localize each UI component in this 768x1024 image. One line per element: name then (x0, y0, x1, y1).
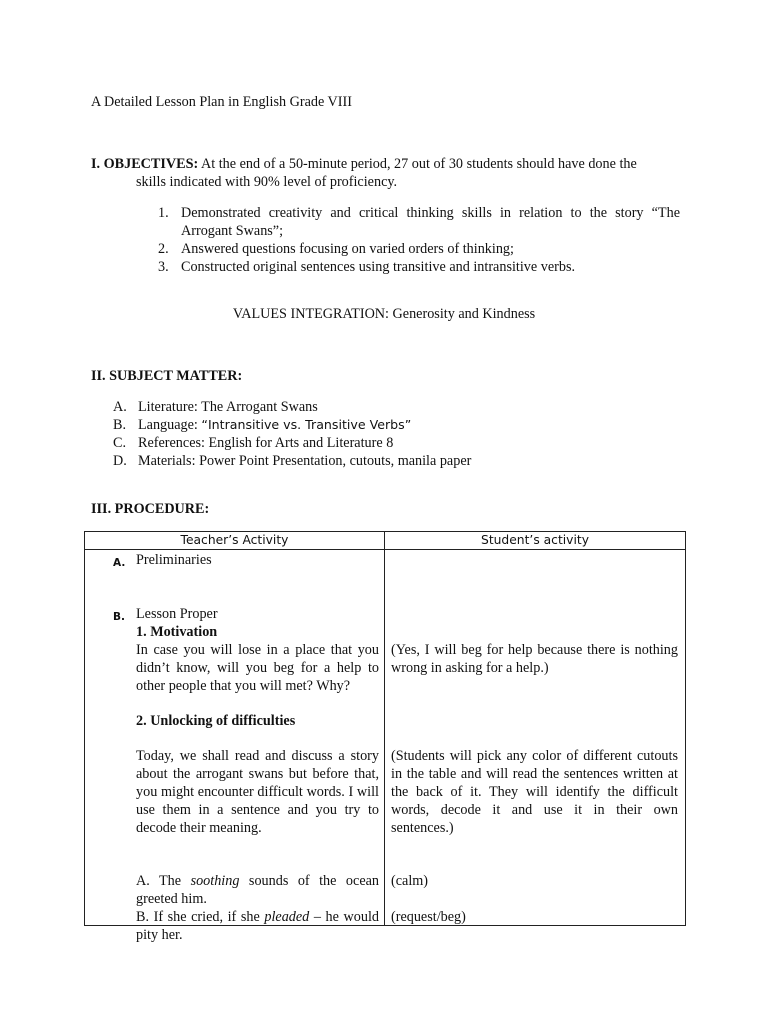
example-a-post: sounds of the ocean greeted him. (136, 873, 380, 907)
objective-item (158, 258, 680, 276)
motivation-answer: (Yes, I will beg for help because there is nothing wrong in asking for a help.) (391, 642, 678, 676)
subject-label: Materials: (138, 453, 200, 469)
objectives-intro-line2: skills indicated with 90% level of proficiency. (136, 174, 398, 190)
student-activity-header: Student’s activity (385, 532, 686, 550)
objectives-list (158, 204, 680, 276)
values-integration: VALUES INTEGRATION: Generosity and Kindness (232, 306, 536, 322)
subject-value: The Arrogant Swans (201, 399, 318, 415)
teacher-activity-header: Teacher’s Activity (85, 532, 385, 550)
section-letter: B. (113, 611, 125, 623)
subject-item (113, 452, 471, 470)
example-b-word: pleaded (264, 909, 310, 925)
subject-letter: C. (113, 435, 127, 451)
subject-label: Language: (138, 417, 202, 433)
lesson-proper-label: Lesson Proper (136, 606, 218, 622)
objective-text: Answered questions focusing on varied orders of thinking; (181, 241, 514, 257)
subject-letter: B. (113, 417, 127, 433)
objective-item (158, 240, 680, 258)
unlocking-heading: 2. Unlocking of difficulties (136, 713, 296, 729)
subject-label: Literature: (138, 399, 202, 415)
objectives-intro-line1: At the end of a 50-minute period, 27 out of 30 students should have done the (201, 156, 637, 172)
objectives-intro (91, 155, 691, 173)
preliminaries-label: Preliminaries (136, 552, 212, 568)
subject-letter: A. (113, 399, 127, 415)
table-row (85, 550, 686, 926)
objective-text: Constructed original sentences using transitive and intransitive verbs. (181, 259, 576, 275)
objective-number: 3. (158, 259, 169, 275)
example-b-pre: B. If she cried, if she (136, 909, 265, 925)
subject-value: English for Arts and Literature 8 (208, 435, 394, 451)
subject-matter-list (113, 398, 471, 470)
example-a-word: soothing (190, 873, 240, 889)
document-title: A Detailed Lesson Plan in English Grade VIII (91, 94, 352, 110)
example-a-pre: A. The (136, 873, 191, 889)
table-header-row (85, 532, 686, 550)
example-a-answer: (calm) (391, 873, 429, 889)
subject-matter-heading: II. SUBJECT MATTER: (91, 368, 243, 384)
subject-item (113, 416, 471, 434)
objective-number: 2. (158, 241, 169, 257)
example-b-post: – he would pity her. (136, 909, 379, 943)
procedure-table (84, 531, 686, 943)
example-b-answer: (request/beg) (391, 909, 466, 925)
subject-value: Power Point Presentation, cutouts, manila paper (199, 453, 472, 469)
subject-letter: D. (113, 453, 127, 469)
objective-number: 1. (158, 205, 169, 221)
motivation-heading: 1. Motivation (136, 624, 218, 640)
example-sentence-a (136, 872, 379, 908)
unlocking-answer: (Students will pick any color of different cutouts in the table and will read the sentences written at the back of it. They will identify the difficult words, decode it and use it in their own sentences.) (391, 748, 678, 836)
motivation-text: In case you will lose in a place that you didn’t know, will you beg for a help to other people that you will met? Why? (136, 642, 379, 694)
subject-value: “Intransitive vs. Transitive Verbs” (201, 417, 412, 432)
objectives-heading: I. OBJECTIVES: (91, 156, 199, 172)
objective-item (158, 204, 680, 240)
subject-label: References: (138, 435, 209, 451)
teacher-activity-cell (85, 550, 385, 943)
example-sentence-b (136, 908, 379, 944)
student-activity-cell (385, 550, 686, 926)
subject-item (113, 434, 471, 452)
subject-item (113, 398, 471, 416)
section-letter: A. (113, 557, 126, 569)
unlocking-text: Today, we shall read and discuss a story about the arrogant swans but before that, you might encounter difficult words. I will use them in a sentence and you try to decode their meaning. (136, 748, 379, 836)
procedure-heading: III. PROCEDURE: (91, 501, 210, 517)
objective-text: Demonstrated creativity and critical thinking skills in relation to the story “The Arrogant Swans”; (181, 205, 680, 239)
